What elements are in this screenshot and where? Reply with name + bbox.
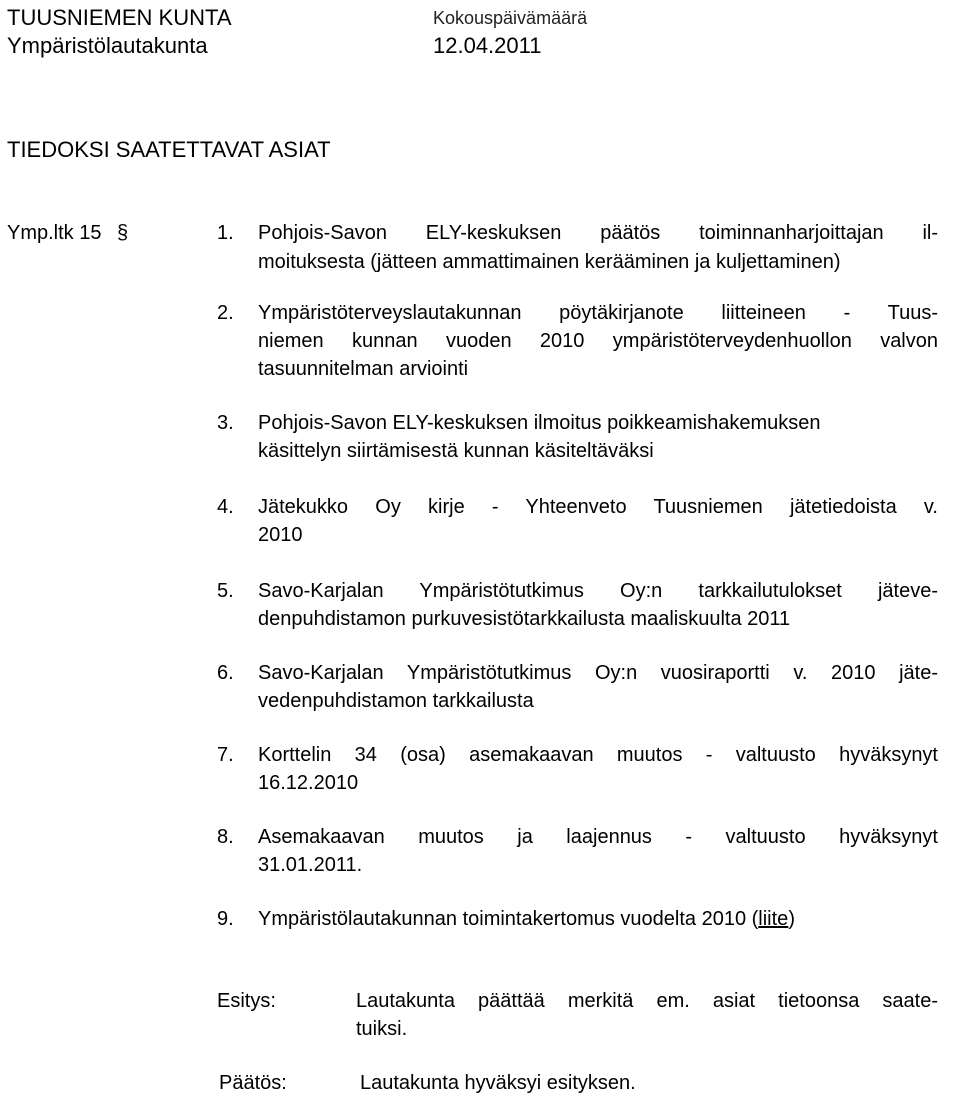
item-number: 6.	[217, 662, 234, 684]
item-number: 2.	[217, 302, 234, 324]
item-number: 4.	[217, 496, 234, 518]
item-line: Savo-Karjalan Ympäristötutkimus Oy:n vuosiraportti v. 2010 jäte-	[258, 662, 938, 684]
item-line: niemen kunnan vuoden 2010 ympäristöterveydenhuollon valvon	[258, 330, 938, 352]
decision-text: Lautakunta hyväksyi esityksen.	[360, 1072, 636, 1094]
item-line: tasuunnitelman arviointi	[258, 358, 469, 380]
item-line: 16.12.2010	[258, 772, 359, 794]
item-line: Savo-Karjalan Ympäristötutkimus Oy:n tarkkailutulokset jäteve-	[258, 580, 938, 602]
item-line: vedenpuhdistamon tarkkailusta	[258, 690, 534, 712]
decision-label: Päätös:	[219, 1072, 287, 1094]
item-number: 7.	[217, 744, 234, 766]
item-number: 9.	[217, 908, 234, 930]
item-text-end: )	[788, 908, 795, 930]
proposal-label: Esitys:	[217, 990, 276, 1012]
item-line: moituksesta (jätteen ammattimainen kerääminen ja kuljettaminen)	[258, 251, 841, 273]
item-line: Asemakaavan muutos ja laajennus - valtuusto hyväksynyt	[258, 826, 938, 848]
item-line: Korttelin 34 (osa) asemakaavan muutos - valtuusto hyväksynyt	[258, 744, 938, 766]
item-text: Ympäristölautakunnan toimintakertomus vuodelta 2010 (	[258, 908, 759, 930]
section-code: Ymp.ltk 15	[7, 222, 102, 244]
page-title: TIEDOKSI SAATETTAVAT ASIAT	[7, 137, 331, 162]
item-line: Jätekukko Oy kirje - Yhteenveto Tuusniemen jätetiedoista v.	[258, 496, 938, 518]
org-name: TUUSNIEMEN KUNTA	[7, 5, 232, 30]
item-line: denpuhdistamon purkuvesistötarkkailusta maaliskuulta 2011	[258, 608, 791, 630]
proposal-text-continued: tuiksi.	[356, 1018, 408, 1040]
item-number: 3.	[217, 412, 234, 434]
proposal-text: Lautakunta päättää merkitä em. asiat tietoonsa saate-	[356, 990, 938, 1012]
item-line: Ympäristöterveyslautakunnan pöytäkirjanote liitteineen - Tuus-	[258, 302, 938, 324]
section-reference	[7, 219, 128, 248]
item-number: 5.	[217, 580, 234, 602]
section-sign-icon: §	[117, 222, 129, 244]
meeting-date-label: Kokouspäivämäärä	[433, 8, 588, 28]
item-line	[258, 905, 795, 934]
item-line: 31.01.2011.	[258, 854, 363, 876]
attachment-link[interactable]: liite	[758, 908, 789, 930]
item-line: käsittelyn siirtämisestä kunnan käsiteltäväksi	[258, 440, 654, 462]
board-name: Ympäristölautakunta	[7, 33, 208, 58]
item-number: 1.	[217, 222, 234, 244]
item-number: 8.	[217, 826, 234, 848]
item-line: Pohjois-Savon ELY-keskuksen ilmoitus poikkeamishakemuksen	[258, 412, 821, 434]
item-line: 2010	[258, 524, 303, 546]
item-line: Pohjois-Savon ELY-keskuksen päätös toiminnanharjoittajan il-	[258, 222, 938, 244]
meeting-date: 12.04.2011	[433, 33, 542, 58]
